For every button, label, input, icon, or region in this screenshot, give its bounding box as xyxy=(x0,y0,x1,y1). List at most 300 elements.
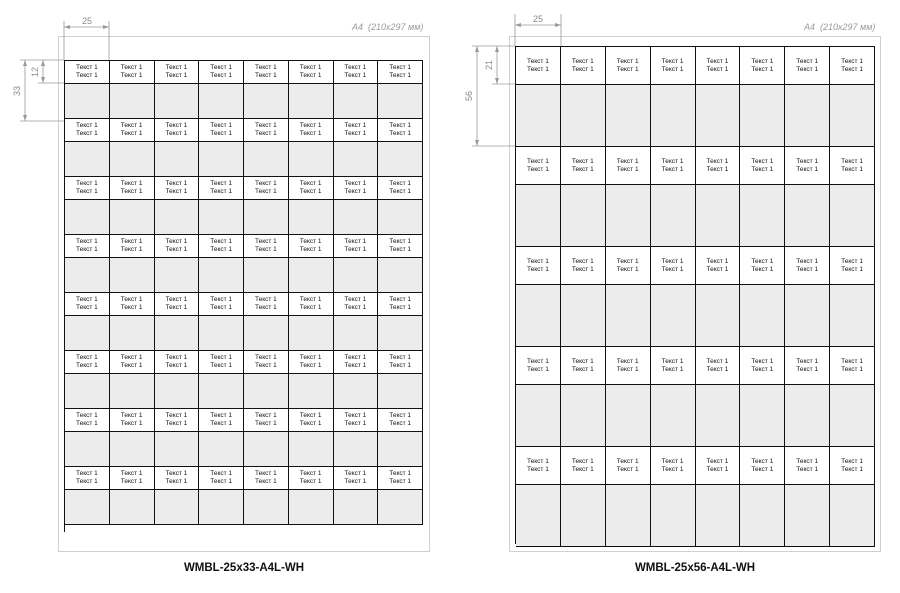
label-print-area xyxy=(606,347,651,385)
label-text: Текст 1 xyxy=(210,64,233,71)
label-text: Текст 1 xyxy=(751,65,774,73)
label-blank-area xyxy=(378,316,423,351)
label-text: Текст 1 xyxy=(165,64,188,71)
label-print-area xyxy=(289,351,334,374)
label-print-area xyxy=(155,467,200,490)
label-print-area xyxy=(199,235,244,258)
label-blank-area xyxy=(696,185,741,247)
label-blank-area xyxy=(334,142,379,177)
label-text: Текст 1 xyxy=(210,304,233,311)
label-text: Текст 1 xyxy=(616,365,639,373)
label-text: Текст 1 xyxy=(706,65,729,73)
label-print-area xyxy=(334,467,379,490)
label-print-area xyxy=(244,293,289,316)
label-text: Текст 1 xyxy=(254,304,277,311)
label-text: Текст 1 xyxy=(120,238,143,245)
label-print-area xyxy=(289,467,334,490)
label-blank-area xyxy=(199,490,244,525)
label-text: Текст 1 xyxy=(120,362,143,369)
label-text: Текст 1 xyxy=(299,246,322,253)
label-text: Текст 1 xyxy=(389,130,412,137)
label-text: Текст 1 xyxy=(120,420,143,427)
label-blank-area xyxy=(651,185,696,247)
label-text: Текст 1 xyxy=(75,470,98,477)
label-text: Текст 1 xyxy=(254,478,277,485)
label-text: Текст 1 xyxy=(389,354,412,361)
label-blank-area xyxy=(155,432,200,467)
label-text: Текст 1 xyxy=(75,130,98,137)
label-blank-area xyxy=(378,142,423,177)
label-text: Текст 1 xyxy=(389,246,412,253)
label-text: Текст 1 xyxy=(299,304,322,311)
label-text: Текст 1 xyxy=(254,180,277,187)
label-text: Текст 1 xyxy=(344,470,367,477)
label-text: Текст 1 xyxy=(75,246,98,253)
label-blank-area xyxy=(334,432,379,467)
label-blank-area xyxy=(651,485,696,547)
sheet-right-label: А4 xyxy=(804,22,816,32)
label-print-area xyxy=(561,447,606,485)
label-blank-area xyxy=(606,485,651,547)
label-text: Текст 1 xyxy=(344,64,367,71)
label-text: Текст 1 xyxy=(706,165,729,173)
label-print-area xyxy=(516,347,561,385)
label-text: Текст 1 xyxy=(571,57,594,65)
label-text: Текст 1 xyxy=(389,296,412,303)
label-text: Текст 1 xyxy=(571,157,594,165)
label-print-area xyxy=(696,447,741,485)
label-print-area xyxy=(785,247,830,285)
label-blank-area xyxy=(334,200,379,235)
label-text: Текст 1 xyxy=(389,478,412,485)
label-text: Текст 1 xyxy=(120,130,143,137)
label-blank-area xyxy=(110,316,155,351)
label-text: Текст 1 xyxy=(120,470,143,477)
label-blank-area xyxy=(651,385,696,447)
label-print-area xyxy=(65,409,110,432)
label-text: Текст 1 xyxy=(571,357,594,365)
label-print-area xyxy=(740,247,785,285)
caption-right: WMBL-25x56-A4L-WH xyxy=(634,562,756,574)
label-text: Текст 1 xyxy=(616,65,639,73)
label-text: Текст 1 xyxy=(75,362,98,369)
label-text: Текст 1 xyxy=(706,365,729,373)
sheet-left-size: (210x297 мм) xyxy=(368,22,424,32)
label-text: Текст 1 xyxy=(75,296,98,303)
label-text: Текст 1 xyxy=(165,72,188,79)
label-print-area xyxy=(785,447,830,485)
label-blank-area xyxy=(606,285,651,347)
label-print-area xyxy=(334,177,379,200)
label-text: Текст 1 xyxy=(165,130,188,137)
label-text: Текст 1 xyxy=(751,157,774,165)
label-text: Текст 1 xyxy=(75,238,98,245)
label-blank-area xyxy=(199,142,244,177)
label-text: Текст 1 xyxy=(661,65,684,73)
label-text: Текст 1 xyxy=(210,420,233,427)
label-text: Текст 1 xyxy=(299,420,322,427)
label-blank-area xyxy=(785,285,830,347)
label-text: Текст 1 xyxy=(661,457,684,465)
label-text: Текст 1 xyxy=(210,130,233,137)
label-text: Текст 1 xyxy=(796,257,819,265)
label-text: Текст 1 xyxy=(344,72,367,79)
label-print-area xyxy=(830,447,875,485)
label-blank-area xyxy=(289,374,334,409)
label-blank-area xyxy=(65,432,110,467)
label-blank-area xyxy=(606,385,651,447)
label-text: Текст 1 xyxy=(75,420,98,427)
label-text: Текст 1 xyxy=(210,354,233,361)
label-text: Текст 1 xyxy=(841,157,863,165)
label-print-area xyxy=(651,347,696,385)
label-text: Текст 1 xyxy=(120,122,143,129)
label-text: Текст 1 xyxy=(841,65,863,73)
label-print-area xyxy=(378,293,423,316)
label-print-area xyxy=(65,177,110,200)
label-text: Текст 1 xyxy=(344,188,367,195)
label-text: Текст 1 xyxy=(210,362,233,369)
label-text: Текст 1 xyxy=(841,165,863,173)
label-print-area xyxy=(830,347,875,385)
label-print-area xyxy=(110,235,155,258)
label-blank-area xyxy=(378,432,423,467)
label-print-area xyxy=(244,409,289,432)
label-text: Текст 1 xyxy=(527,465,549,473)
label-text: Текст 1 xyxy=(299,122,322,129)
label-blank-area xyxy=(740,285,785,347)
label-text: Текст 1 xyxy=(299,130,322,137)
label-text: Текст 1 xyxy=(165,188,188,195)
label-print-area xyxy=(65,293,110,316)
label-blank-area xyxy=(199,432,244,467)
label-text: Текст 1 xyxy=(254,296,277,303)
label-text: Текст 1 xyxy=(344,420,367,427)
label-text: Текст 1 xyxy=(210,412,233,419)
label-text: Текст 1 xyxy=(796,365,819,373)
label-text: Текст 1 xyxy=(796,457,819,465)
width-dim-left: 25 xyxy=(81,16,93,26)
label-text: Текст 1 xyxy=(299,180,322,187)
label-text: Текст 1 xyxy=(796,165,819,173)
label-text: Текст 1 xyxy=(344,412,367,419)
label-print-area xyxy=(334,293,379,316)
label-text: Текст 1 xyxy=(616,357,639,365)
label-print-area xyxy=(110,467,155,490)
label-text: Текст 1 xyxy=(616,165,639,173)
label-text: Текст 1 xyxy=(165,362,188,369)
label-text: Текст 1 xyxy=(751,357,774,365)
label-print-area xyxy=(244,235,289,258)
label-blank-area xyxy=(110,432,155,467)
label-text: Текст 1 xyxy=(120,64,143,71)
label-text: Текст 1 xyxy=(616,465,639,473)
label-blank-area xyxy=(516,385,561,447)
label-text: Текст 1 xyxy=(661,465,684,473)
label-blank-area xyxy=(199,374,244,409)
label-print-area xyxy=(199,177,244,200)
label-print-area xyxy=(334,409,379,432)
label-text: Текст 1 xyxy=(120,478,143,485)
label-text: Текст 1 xyxy=(120,180,143,187)
label-text: Текст 1 xyxy=(120,188,143,195)
label-print-area xyxy=(606,247,651,285)
label-blank-area xyxy=(244,316,289,351)
label-print-area xyxy=(696,247,741,285)
label-blank-area xyxy=(561,285,606,347)
label-text: Текст 1 xyxy=(389,362,412,369)
label-text: Текст 1 xyxy=(706,357,729,365)
label-text: Текст 1 xyxy=(616,57,639,65)
label-text: Текст 1 xyxy=(571,257,594,265)
label-blank-area xyxy=(378,374,423,409)
label-text: Текст 1 xyxy=(344,478,367,485)
label-print-area xyxy=(244,351,289,374)
label-blank-area xyxy=(110,490,155,525)
label-text: Текст 1 xyxy=(254,122,277,129)
label-blank-area xyxy=(830,285,875,347)
label-text: Текст 1 xyxy=(796,157,819,165)
label-text: Текст 1 xyxy=(299,478,322,485)
label-blank-area xyxy=(696,285,741,347)
label-blank-area xyxy=(65,200,110,235)
label-text: Текст 1 xyxy=(389,470,412,477)
label-text: Текст 1 xyxy=(751,265,774,273)
width-dim-right: 25 xyxy=(532,14,544,24)
label-print-area xyxy=(110,409,155,432)
label-blank-area xyxy=(65,142,110,177)
label-text: Текст 1 xyxy=(616,157,639,165)
label-print-area xyxy=(155,177,200,200)
label-text: Текст 1 xyxy=(527,265,549,273)
label-text: Текст 1 xyxy=(796,65,819,73)
label-text: Текст 1 xyxy=(165,238,188,245)
label-text: Текст 1 xyxy=(661,357,684,365)
label-text: Текст 1 xyxy=(254,246,277,253)
label-text: Текст 1 xyxy=(706,465,729,473)
label-blank-area xyxy=(155,200,200,235)
label-text: Текст 1 xyxy=(841,465,863,473)
label-text: Текст 1 xyxy=(210,296,233,303)
label-print-area xyxy=(516,247,561,285)
label-text: Текст 1 xyxy=(571,457,594,465)
label-text: Текст 1 xyxy=(75,412,98,419)
label-text: Текст 1 xyxy=(165,296,188,303)
label-blank-area xyxy=(516,285,561,347)
label-text: Текст 1 xyxy=(389,412,412,419)
label-blank-area xyxy=(110,200,155,235)
label-print-area xyxy=(561,347,606,385)
label-text: Текст 1 xyxy=(796,465,819,473)
label-text: Текст 1 xyxy=(344,130,367,137)
label-text: Текст 1 xyxy=(706,57,729,65)
label-text: Текст 1 xyxy=(751,57,774,65)
label-text: Текст 1 xyxy=(661,365,684,373)
label-text: Текст 1 xyxy=(165,180,188,187)
label-text: Текст 1 xyxy=(616,457,639,465)
label-text: Текст 1 xyxy=(841,365,863,373)
label-blank-area xyxy=(740,385,785,447)
label-text: Текст 1 xyxy=(75,478,98,485)
label-blank-area xyxy=(289,490,334,525)
label-blank-area xyxy=(244,142,289,177)
label-blank-area xyxy=(110,142,155,177)
label-blank-area xyxy=(65,374,110,409)
label-text: Текст 1 xyxy=(571,265,594,273)
label-blank-area xyxy=(289,142,334,177)
label-blank-area xyxy=(785,485,830,547)
label-text: Текст 1 xyxy=(210,478,233,485)
label-print-area xyxy=(244,467,289,490)
label-print-area xyxy=(155,409,200,432)
label-print-area xyxy=(740,347,785,385)
label-text: Текст 1 xyxy=(254,64,277,71)
label-blank-area xyxy=(110,374,155,409)
label-text: Текст 1 xyxy=(75,64,98,71)
label-text: Текст 1 xyxy=(210,470,233,477)
label-text: Текст 1 xyxy=(120,354,143,361)
label-print-area xyxy=(289,235,334,258)
label-print-area xyxy=(110,351,155,374)
label-text: Текст 1 xyxy=(389,64,412,71)
label-text: Текст 1 xyxy=(254,470,277,477)
label-text: Текст 1 xyxy=(389,180,412,187)
label-text: Текст 1 xyxy=(841,457,863,465)
label-text: Текст 1 xyxy=(389,238,412,245)
caption-left: WMBL-25x33-A4L-WH xyxy=(183,562,305,574)
label-print-area xyxy=(651,447,696,485)
label-print-area xyxy=(334,235,379,258)
label-text: Текст 1 xyxy=(571,65,594,73)
label-print-area xyxy=(110,293,155,316)
label-blank-area xyxy=(651,285,696,347)
label-print-area xyxy=(110,177,155,200)
label-text: Текст 1 xyxy=(527,165,549,173)
label-text: Текст 1 xyxy=(661,265,684,273)
label-print-area xyxy=(334,351,379,374)
label-blank-area xyxy=(289,200,334,235)
label-blank-area xyxy=(561,385,606,447)
label-print-area xyxy=(289,409,334,432)
label-text: Текст 1 xyxy=(616,257,639,265)
sheet-right-size: (210x297 мм) xyxy=(820,22,876,32)
label-text: Текст 1 xyxy=(75,304,98,311)
label-text: Текст 1 xyxy=(527,357,549,365)
label-print-area xyxy=(830,247,875,285)
label-blank-area xyxy=(155,142,200,177)
label-text: Текст 1 xyxy=(527,57,549,65)
print-dim-left: 12 xyxy=(30,66,40,78)
label-print-area xyxy=(65,467,110,490)
label-blank-area xyxy=(516,185,561,247)
label-text: Текст 1 xyxy=(165,470,188,477)
label-blank-area xyxy=(244,258,289,293)
label-text: Текст 1 xyxy=(751,465,774,473)
label-text: Текст 1 xyxy=(165,420,188,427)
label-blank-area xyxy=(740,185,785,247)
dimension-lines-left xyxy=(0,0,450,140)
label-text: Текст 1 xyxy=(120,304,143,311)
label-blank-area xyxy=(289,432,334,467)
label-print-area xyxy=(696,347,741,385)
height-dim-left: 33 xyxy=(12,85,22,97)
label-text: Текст 1 xyxy=(165,354,188,361)
label-text: Текст 1 xyxy=(751,165,774,173)
label-text: Текст 1 xyxy=(210,188,233,195)
label-print-area xyxy=(199,467,244,490)
label-print-area xyxy=(606,447,651,485)
label-text: Текст 1 xyxy=(254,238,277,245)
label-print-area xyxy=(65,235,110,258)
label-text: Текст 1 xyxy=(751,365,774,373)
label-blank-area xyxy=(334,374,379,409)
label-text: Текст 1 xyxy=(706,265,729,273)
label-text: Текст 1 xyxy=(210,180,233,187)
label-blank-area xyxy=(65,316,110,351)
label-text: Текст 1 xyxy=(344,362,367,369)
label-text: Текст 1 xyxy=(706,457,729,465)
label-text: Текст 1 xyxy=(751,257,774,265)
label-text: Текст 1 xyxy=(344,304,367,311)
label-text: Текст 1 xyxy=(344,180,367,187)
label-text: Текст 1 xyxy=(165,304,188,311)
label-text: Текст 1 xyxy=(165,412,188,419)
label-text: Текст 1 xyxy=(299,64,322,71)
label-text: Текст 1 xyxy=(616,265,639,273)
label-blank-area xyxy=(516,485,561,547)
label-text: Текст 1 xyxy=(120,296,143,303)
sheet-left-label: А4 xyxy=(352,22,364,32)
label-blank-area xyxy=(561,485,606,547)
label-blank-area xyxy=(785,185,830,247)
label-blank-area xyxy=(696,485,741,547)
label-blank-area xyxy=(65,258,110,293)
label-print-area xyxy=(155,293,200,316)
label-blank-area xyxy=(696,385,741,447)
label-text: Текст 1 xyxy=(254,72,277,79)
label-print-area xyxy=(199,351,244,374)
label-text: Текст 1 xyxy=(254,354,277,361)
print-dim-right: 21 xyxy=(484,59,494,71)
label-text: Текст 1 xyxy=(210,122,233,129)
label-blank-area xyxy=(378,490,423,525)
label-text: Текст 1 xyxy=(841,265,863,273)
label-blank-area xyxy=(289,258,334,293)
label-blank-area xyxy=(244,200,289,235)
label-blank-area xyxy=(110,258,155,293)
label-text: Текст 1 xyxy=(389,420,412,427)
label-text: Текст 1 xyxy=(527,365,549,373)
label-text: Текст 1 xyxy=(165,122,188,129)
label-print-area xyxy=(651,247,696,285)
label-blank-area xyxy=(334,490,379,525)
label-text: Текст 1 xyxy=(254,362,277,369)
height-dim-right: 56 xyxy=(464,90,474,102)
label-blank-area xyxy=(334,258,379,293)
label-text: Текст 1 xyxy=(254,188,277,195)
label-text: Текст 1 xyxy=(120,72,143,79)
label-blank-area xyxy=(199,316,244,351)
label-text: Текст 1 xyxy=(254,420,277,427)
label-text: Текст 1 xyxy=(796,265,819,273)
label-text: Текст 1 xyxy=(527,157,549,165)
label-print-area xyxy=(561,247,606,285)
label-text: Текст 1 xyxy=(120,246,143,253)
label-text: Текст 1 xyxy=(389,304,412,311)
label-text: Текст 1 xyxy=(527,457,549,465)
label-blank-area xyxy=(199,258,244,293)
label-text: Текст 1 xyxy=(706,157,729,165)
